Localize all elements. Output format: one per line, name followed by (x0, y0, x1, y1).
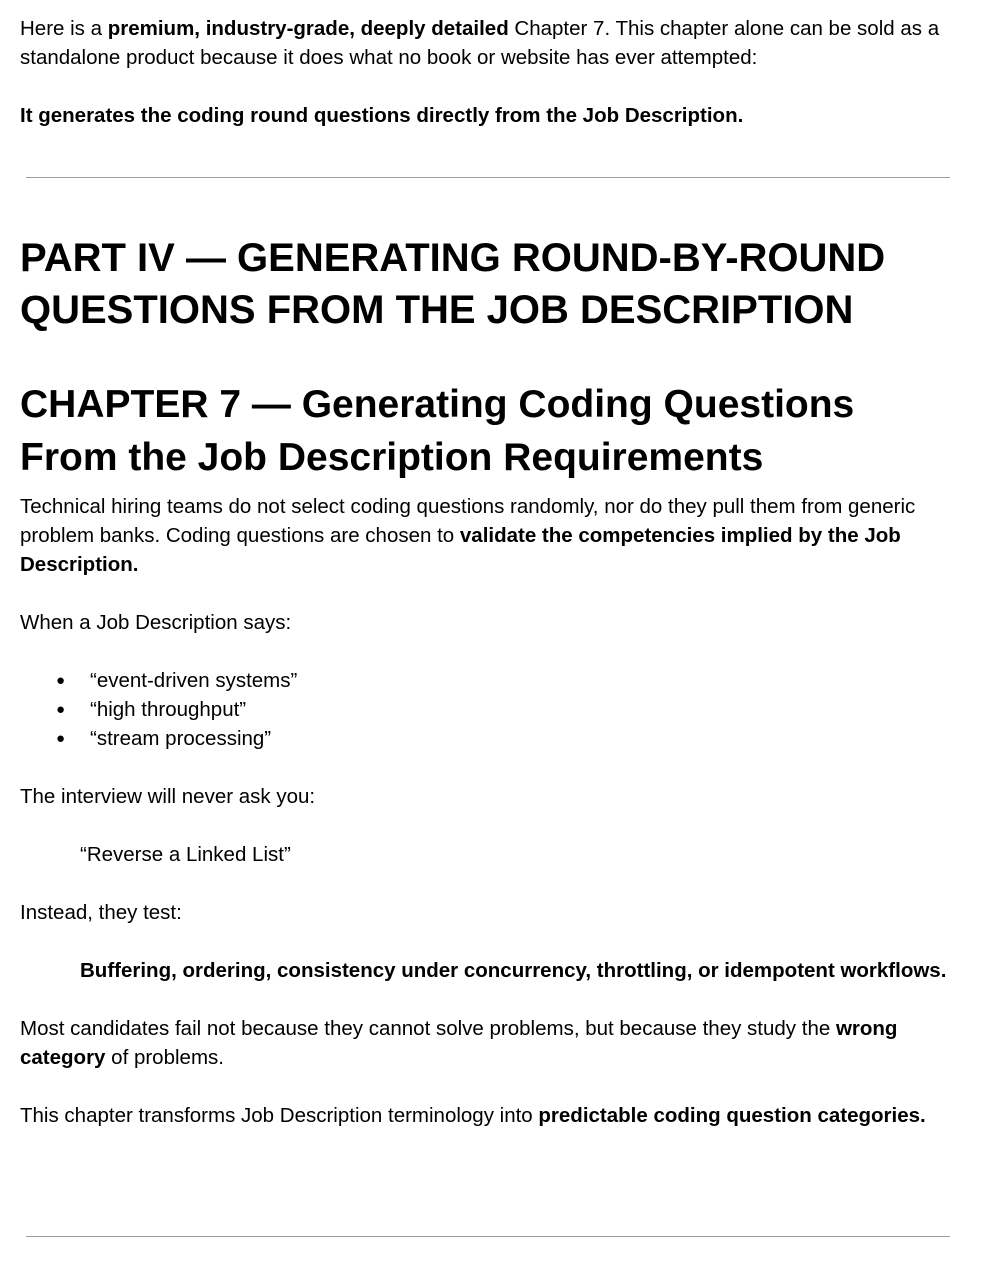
list-item-text: “stream processing” (90, 727, 272, 750)
intro-bold-phrase: premium, industry-grade, deeply detailed (107, 17, 509, 40)
intro-prefix: Here is a (20, 17, 108, 40)
body-paragraph-3: The interview will never ask you: (20, 785, 316, 808)
list-item (56, 724, 955, 753)
body-paragraph-5 (20, 1014, 955, 1072)
body-paragraph-6-text: This chapter transforms Job Description terminology into (20, 1104, 539, 1127)
page-content (20, 14, 955, 1127)
list-item-text: “event-driven systems” (90, 669, 298, 692)
jd-terms-list (20, 666, 955, 753)
body-paragraph-5-text: Most candidates fail not because they cannot solve problems, but because they study the (20, 1017, 836, 1040)
horizontal-divider-top (26, 177, 950, 178)
list-item-text: “high throughput” (90, 698, 247, 721)
body-paragraph-4: Instead, they test: (20, 901, 182, 924)
body-paragraph-1 (20, 492, 955, 579)
list-item (56, 695, 955, 724)
bullet-icon: ● (56, 672, 66, 689)
horizontal-divider-bottom (26, 1236, 950, 1237)
intro-bold-statement-text: It generates the coding round questions directly from the Job Description. (20, 104, 744, 127)
chapter-body (20, 492, 955, 1130)
part-heading: PART IV — GENERATING ROUND-BY-ROUND QUESTIONS FROM THE JOB DESCRIPTION (20, 236, 886, 332)
chapter-heading: CHAPTER 7 — Generating Coding Questions From the Job Description Requirements (20, 383, 855, 479)
tested-topics-text: Buffering, ordering, consistency under concurrency, throttling, or idempotent workflows. (80, 959, 947, 982)
quoted-question: “Reverse a Linked List” (80, 843, 291, 866)
body-paragraph-1-text: Technical hiring teams do not select coding questions randomly, nor do they pull them from generic problem banks. Coding questions are chosen to (20, 495, 916, 547)
body-paragraph-1-bold: validate the competencies implied by the Job Description. (20, 524, 901, 576)
bullet-icon: ● (56, 730, 66, 747)
body-paragraph-2: When a Job Description says: (20, 611, 292, 634)
intro-bold-statement (20, 101, 955, 130)
list-item (56, 666, 955, 695)
body-paragraph-5-suffix: of problems. (105, 1046, 224, 1069)
body-paragraph-5-bold: wrong category (20, 1017, 898, 1069)
body-paragraph-6 (20, 1101, 955, 1130)
bullet-icon: ● (56, 701, 66, 718)
intro-suffix: Chapter 7. This chapter alone can be sold as a standalone product because it does what no book or website has ever attempted: (20, 17, 940, 69)
tested-topics (20, 956, 955, 985)
body-paragraph-6-bold: predictable coding question categories. (538, 1104, 926, 1127)
intro-paragraph (20, 14, 955, 72)
